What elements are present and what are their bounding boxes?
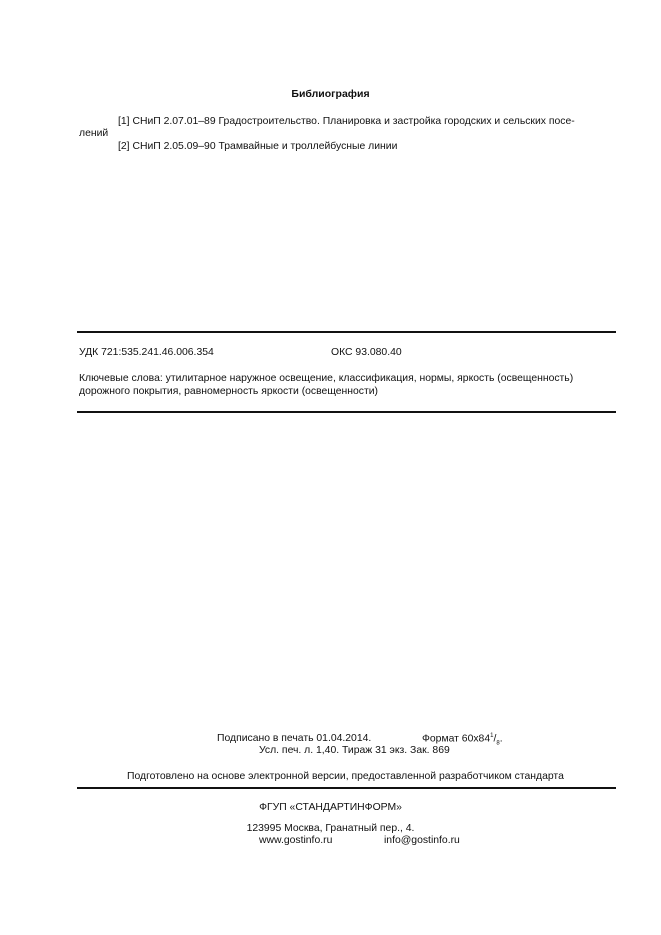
publisher-website: www.gostinfo.ru [259,835,333,846]
divider-middle [77,411,616,413]
bibliography-item-1-continuation: лений [79,128,109,139]
publisher-name: ФГУП «СТАНДАРТИНФОРМ» [259,802,402,813]
bibliography-item-2: [2] СНиП 2.05.09–90 Трамвайные и троллейбусные линии [118,141,398,152]
print-info: Усл. печ. л. 1,40. Тираж 31 экз. Зак. 869 [259,745,450,756]
udk-code: УДК 721:535.241.46.006.354 [79,347,214,358]
format-denominator: 8 [496,740,500,747]
format-numerator: 1 [490,733,494,739]
divider-top [77,331,616,333]
prepared-note: Подготовлено на основе электронной версии, предоставленной разработчиком стандарта [127,771,564,782]
bibliography-title: Библиография [291,88,370,100]
signed-date: Подписано в печать 01.04.2014. [217,733,372,744]
keywords-line-2: дорожного покрытия, равномерность яркости (освещенности) [79,386,378,397]
oks-code: ОКС 93.080.40 [331,347,402,358]
publisher-address: 123995 Москва, Гранатный пер., 4. [246,823,415,834]
keywords-line-1: Ключевые слова: утилитарное наружное освещение, классификация, нормы, яркость (освещенность) [79,373,574,384]
paper-format: Формат $60x84^1/_8$. [422,733,503,747]
publisher-email: info@gostinfo.ru [384,835,460,846]
format-prefix: Формат 60x84 [422,733,491,745]
bibliography-item-1: [1] СНиП 2.07.01–89 Градостроительство. Планировка и застройка городских и сельских посе- [118,116,575,127]
divider-bottom [77,787,616,789]
format-suffix: . [499,733,503,745]
